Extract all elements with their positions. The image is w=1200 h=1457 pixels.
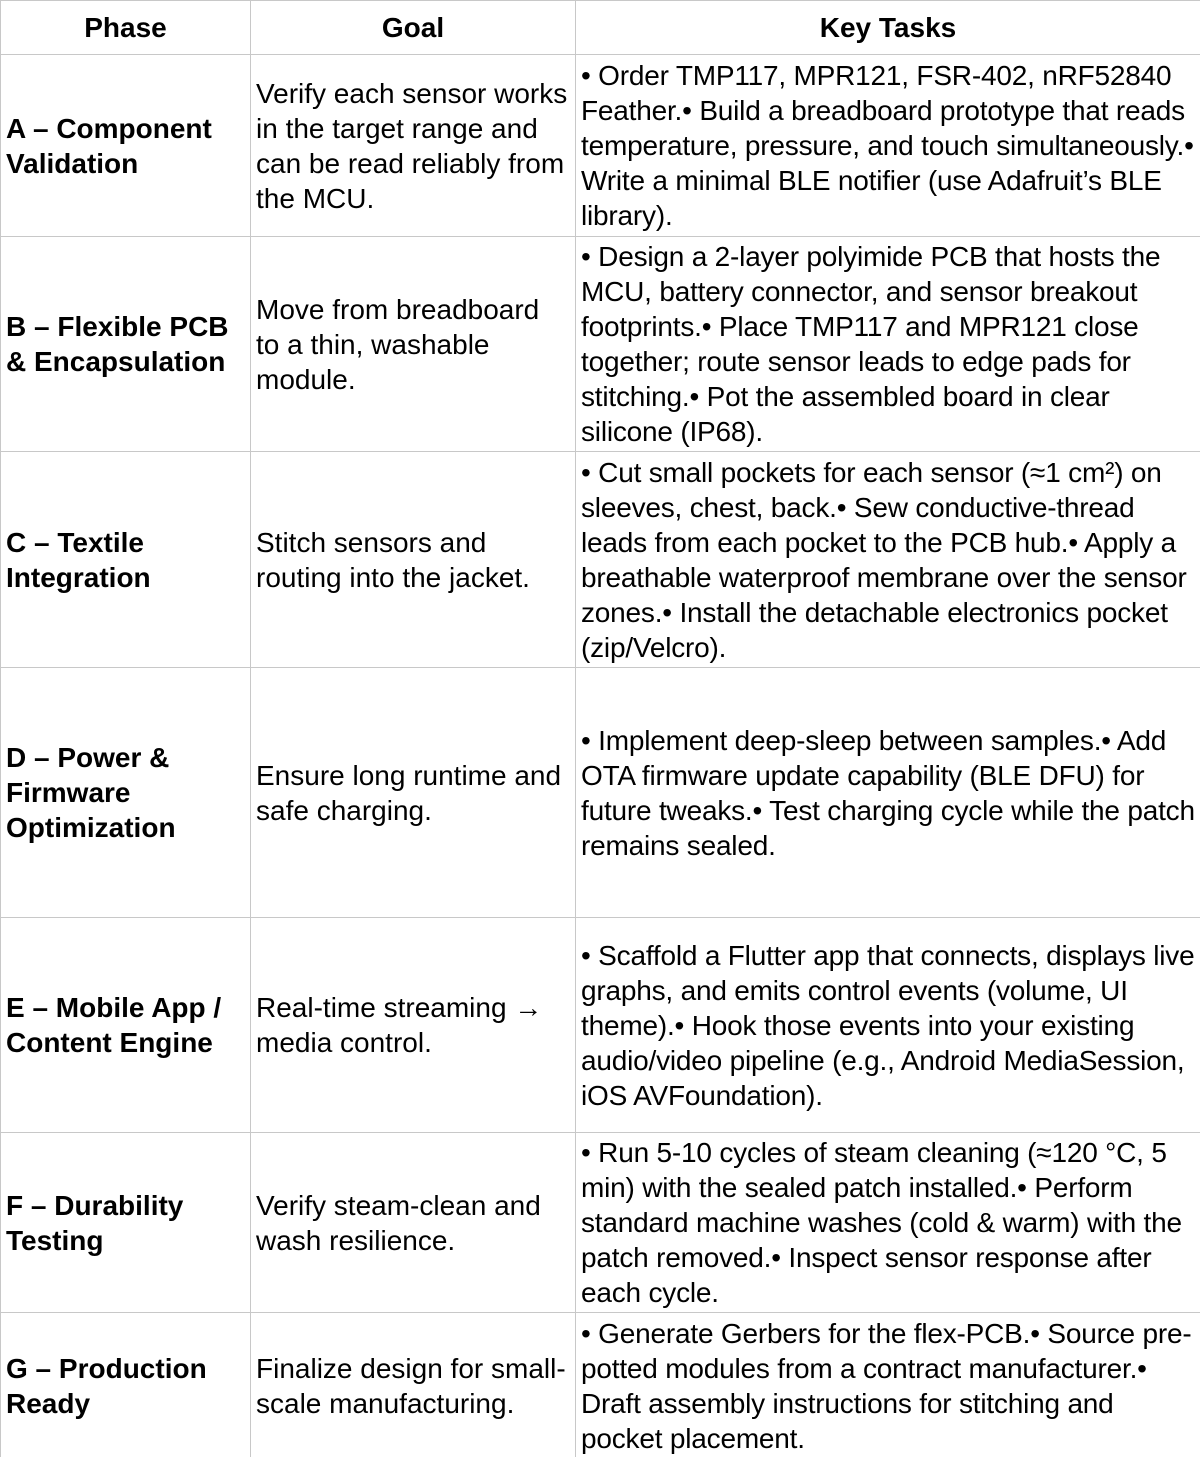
phase-cell: E – Mobile App / Content Engine	[1, 918, 251, 1133]
phase-cell: A – Component Validation	[1, 55, 251, 237]
goal-cell: Stitch sensors and routing into the jacket.	[251, 452, 576, 668]
header-row	[1, 1, 1200, 55]
tasks-cell: • Run 5-10 cycles of steam cleaning (≈120 °C, 5 min) with the sealed patch installed.• Perform standard machine washes (cold & warm) with the patch removed.• Inspect sensor response after each cycle.	[576, 1133, 1200, 1313]
tasks-cell: • Scaffold a Flutter app that connects, displays live graphs, and emits control events (volume, UI theme).• Hook those events into your existing audio/video pipeline (e.g., Android MediaSession, iOS AVFoundation).	[576, 918, 1200, 1133]
header-goal: Goal	[251, 1, 576, 55]
goal-cell: Real-time streaming → media control.	[251, 918, 576, 1133]
phase-cell: C – Textile Integration	[1, 452, 251, 668]
table-row	[1, 55, 1200, 237]
goal-cell: Ensure long runtime and safe charging.	[251, 668, 576, 918]
table-row	[1, 1313, 1200, 1457]
phase-cell: D – Power & Firmware Optimization	[1, 668, 251, 918]
goal-cell: Finalize design for small-scale manufacturing.	[251, 1313, 576, 1457]
phase-cell: G – Production Ready	[1, 1313, 251, 1457]
header-phase: Phase	[1, 1, 251, 55]
tasks-cell: • Cut small pockets for each sensor (≈1 cm²) on sleeves, chest, back.• Sew conductive-thread leads from each pocket to the PCB hub.• Apply a breathable waterproof membrane over the sensor zones.• Install the detachable electronics pocket (zip/Velcro).	[576, 452, 1200, 668]
table-row	[1, 452, 1200, 668]
tasks-cell: • Design a 2-layer polyimide PCB that hosts the MCU, battery connector, and sensor breakout footprints.• Place TMP117 and MPR121 close together; route sensor leads to edge pads for stitching.• Pot the assembled board in clear silicone (IP68).	[576, 237, 1200, 452]
tasks-cell: • Generate Gerbers for the flex-PCB.• Source pre-potted modules from a contract manufacturer.• Draft assembly instructions for stitching and pocket placement.	[576, 1313, 1200, 1457]
tasks-cell: • Order TMP117, MPR121, FSR-402, nRF52840 Feather.• Build a breadboard prototype that reads temperature, pressure, and touch simultaneously.• Write a minimal BLE notifier (use Adafruit’s BLE library).	[576, 55, 1200, 237]
goal-cell: Verify each sensor works in the target range and can be read reliably from the MCU.	[251, 55, 576, 237]
table-row	[1, 237, 1200, 452]
table-row	[1, 1133, 1200, 1313]
table-row	[1, 918, 1200, 1133]
goal-cell: Move from breadboard to a thin, washable module.	[251, 237, 576, 452]
phase-cell: F – Durability Testing	[1, 1133, 251, 1313]
goal-cell: Verify steam-clean and wash resilience.	[251, 1133, 576, 1313]
tasks-cell: • Implement deep-sleep between samples.• Add OTA firmware update capability (BLE DFU) for future tweaks.• Test charging cycle while the patch remains sealed.	[576, 668, 1200, 918]
phase-cell: B – Flexible PCB & Encapsulation	[1, 237, 251, 452]
table-row	[1, 668, 1200, 918]
header-key-tasks: Key Tasks	[576, 1, 1200, 55]
